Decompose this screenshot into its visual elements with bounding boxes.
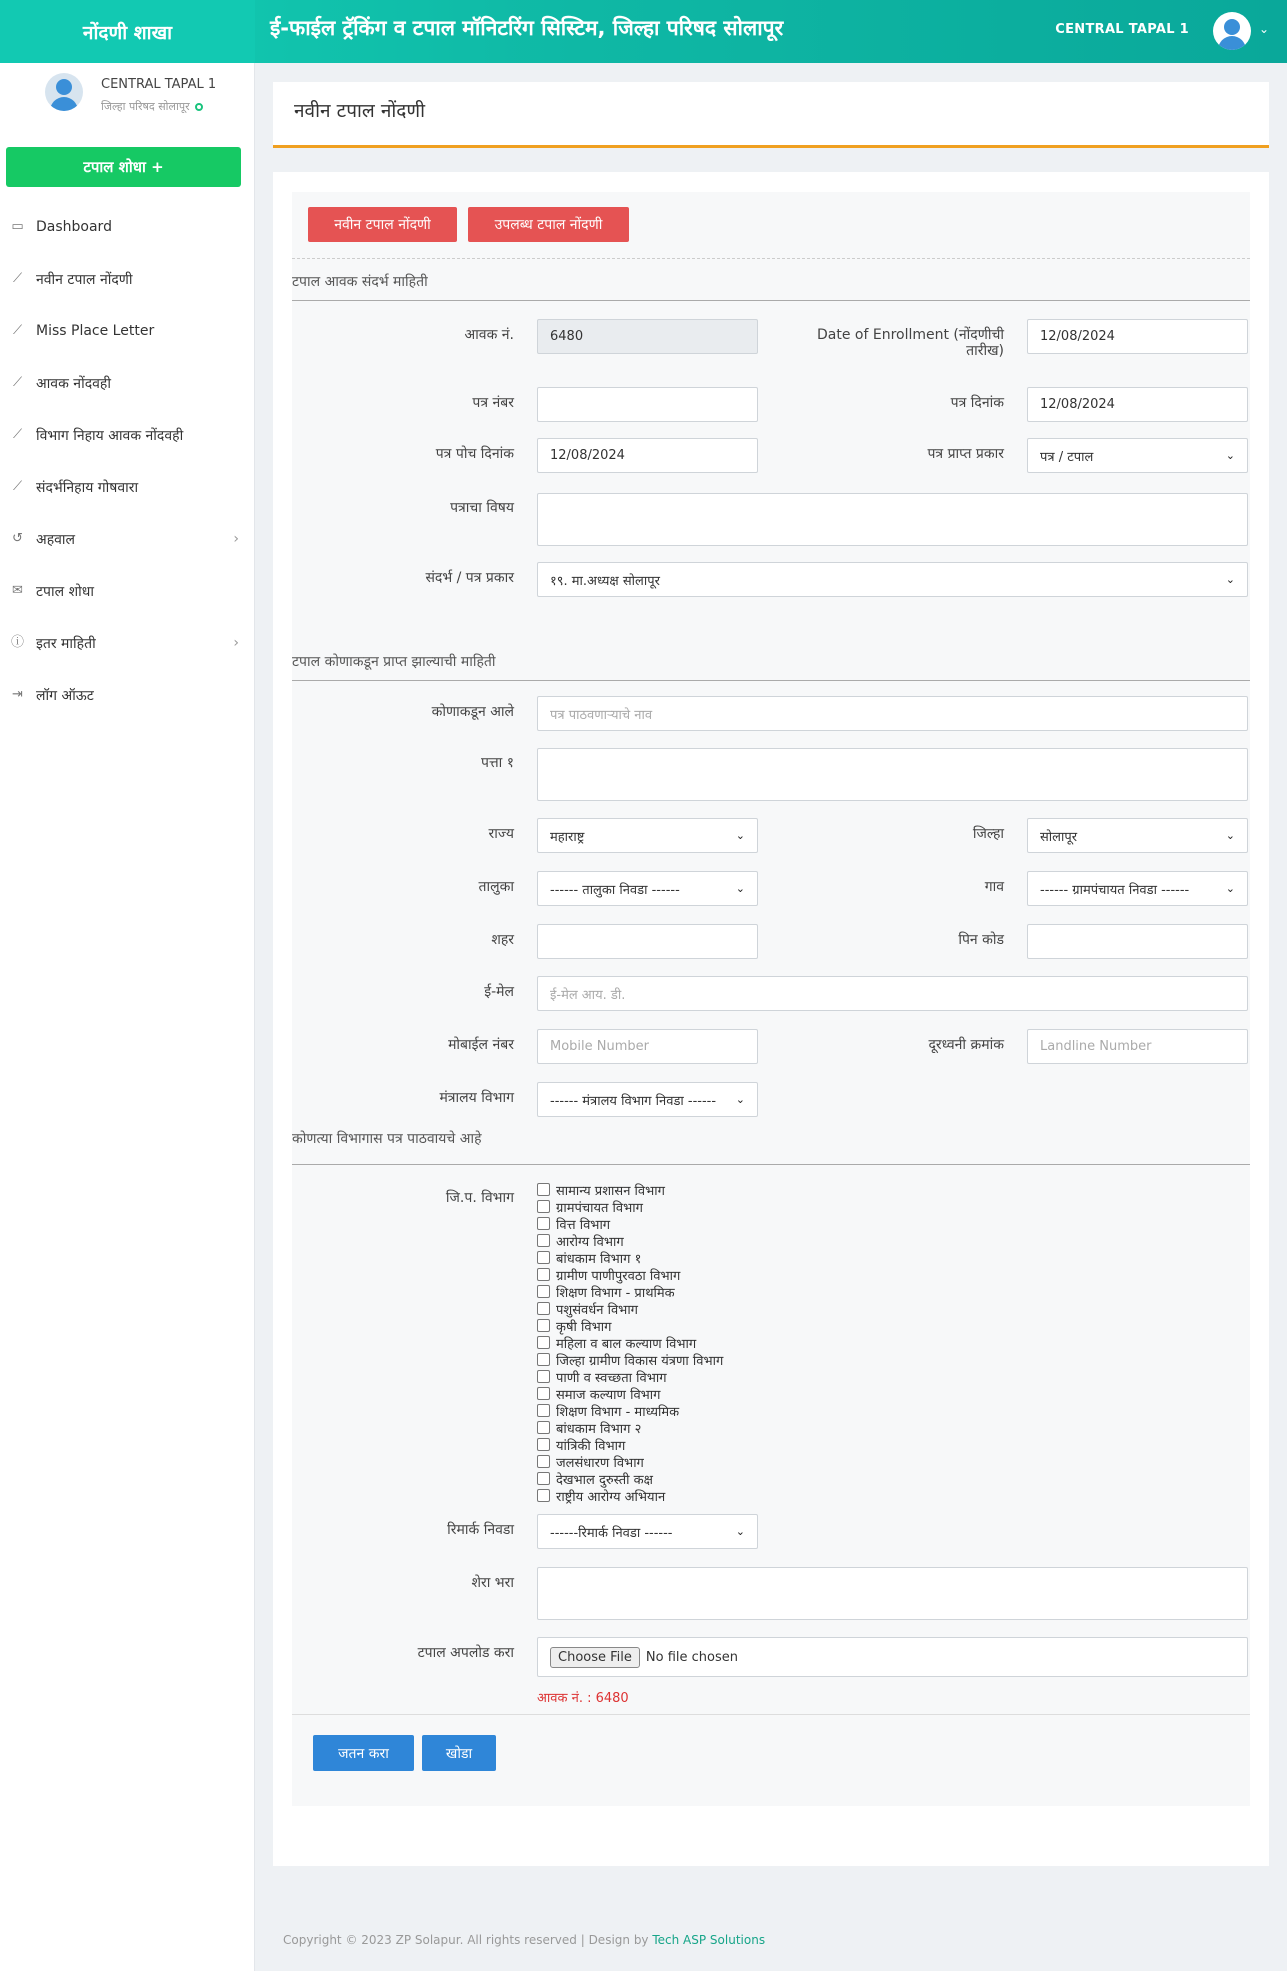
checkbox-label: पशुसंवर्धन विभाग xyxy=(556,1302,639,1318)
landline-input[interactable]: Landline Number xyxy=(1027,1029,1248,1064)
department-checkbox[interactable] xyxy=(537,1283,937,1300)
department-checkbox[interactable] xyxy=(537,1232,937,1249)
enrollment-date-field[interactable]: 12/08/2024 xyxy=(1027,319,1248,354)
checkbox-label: समाज कल्याण विभाग xyxy=(556,1387,661,1403)
awak-no-label: आवक नं. xyxy=(464,327,514,343)
info-icon: ⓘ xyxy=(10,635,24,650)
sidebar-item-reference-summary[interactable] xyxy=(0,461,255,513)
chevron-down-icon: ⌄ xyxy=(1225,829,1235,842)
chevron-right-icon: › xyxy=(233,635,239,651)
chart-line-icon: ⟋ xyxy=(12,323,23,338)
header-username[interactable]: CENTRAL TAPAL 1 xyxy=(1055,22,1189,37)
checkbox-icon[interactable] xyxy=(537,1302,550,1315)
file-status: No file chosen xyxy=(645,1649,738,1665)
checkbox-label: देखभाल दुरुस्ती कक्ष xyxy=(556,1472,653,1488)
divider xyxy=(292,258,1250,259)
checkbox-icon[interactable] xyxy=(537,1251,550,1264)
pin-label: पिन कोड xyxy=(958,932,1004,948)
taluka-select[interactable] xyxy=(537,871,758,906)
department-checkbox[interactable] xyxy=(537,1470,937,1487)
sidebar-item-label: विभाग निहाय आवक नोंदवही xyxy=(36,427,184,444)
chevron-down-icon: ⌄ xyxy=(1225,449,1235,462)
checkbox-label: शिक्षण विभाग - माध्यमिक xyxy=(556,1404,680,1420)
sidebar-item-logout[interactable] xyxy=(0,669,255,721)
checkbox-label: वित्त विभाग xyxy=(556,1217,611,1233)
poch-date-label: पत्र पोच दिनांक xyxy=(435,446,514,462)
section-title-departments: कोणत्या विभागास पत्र पाठवायचे आहे xyxy=(292,1131,482,1147)
select-value: ------ मंत्रालय विभाग निवडा ------ xyxy=(550,1093,717,1109)
section-title-reference: टपाल आवक संदर्भ माहिती xyxy=(292,274,428,290)
department-checkbox[interactable] xyxy=(537,1249,937,1266)
footer-text: Copyright © 2023 ZP Solapur. All rights reserved | Design by xyxy=(283,1933,653,1947)
chevron-down-icon: ⌄ xyxy=(735,882,745,895)
sidebar-item-miss-place-letter[interactable] xyxy=(0,305,255,357)
tab-available-tapal-button[interactable]: उपलब्ध टपाल नोंदणी xyxy=(468,207,629,242)
checkbox-icon[interactable] xyxy=(537,1472,550,1485)
state-select[interactable] xyxy=(537,818,758,853)
sandarbh-label: संदर्भ / पत्र प्रकार xyxy=(425,570,514,586)
checkbox-label: कृषी विभाग xyxy=(556,1319,612,1335)
vishay-textarea[interactable] xyxy=(537,493,1248,546)
chevron-down-icon: ⌄ xyxy=(735,829,745,842)
checkbox-icon[interactable] xyxy=(537,1319,550,1332)
district-label: जिल्हा xyxy=(972,826,1004,842)
logout-icon: ⇥ xyxy=(12,687,23,702)
save-button[interactable]: जतन करा xyxy=(313,1735,414,1771)
checkbox-label: जिल्हा ग्रामीण विकास यंत्रणा विभाग xyxy=(556,1353,724,1369)
awak-no-note: आवक नं. : 6480 xyxy=(537,1691,629,1706)
remark-select[interactable] xyxy=(537,1514,758,1549)
sidebar-item-label: संदर्भनिहाय गोषवारा xyxy=(36,479,139,496)
mantralay-select[interactable] xyxy=(537,1082,758,1117)
state-label: राज्य xyxy=(488,826,514,842)
chevron-down-icon: ⌄ xyxy=(735,1525,745,1538)
checkbox-label: आरोग्य विभाग xyxy=(556,1234,624,1250)
vishay-label: पत्राचा विषय xyxy=(450,500,514,516)
section-divider xyxy=(292,680,1250,681)
landline-label: दूरध्वनी क्रमांक xyxy=(928,1037,1004,1053)
sidebar-item-label: इतर माहिती xyxy=(36,635,96,652)
mobile-input[interactable]: Mobile Number xyxy=(537,1029,758,1064)
sidebar-item-label: नवीन टपाल नोंदणी xyxy=(36,271,133,288)
checkbox-icon[interactable] xyxy=(537,1200,550,1213)
checkbox-icon[interactable] xyxy=(537,1387,550,1400)
monitor-icon: ▭ xyxy=(11,219,24,234)
user-avatar-icon[interactable] xyxy=(1213,12,1251,50)
department-checkbox[interactable] xyxy=(537,1181,937,1198)
city-input[interactable] xyxy=(537,924,758,959)
remark-label: रिमार्क निवडा xyxy=(447,1522,514,1538)
checkbox-label: यांत्रिकी विभाग xyxy=(556,1438,626,1454)
email-label: ई-मेल xyxy=(484,984,514,1000)
chart-line-icon: ⟋ xyxy=(12,479,23,494)
footer xyxy=(283,1933,765,1947)
sidebar xyxy=(0,63,255,1971)
patra-date-field[interactable]: 12/08/2024 xyxy=(1027,387,1248,422)
taluka-label: तालुका xyxy=(478,879,514,895)
department-checkbox[interactable] xyxy=(537,1266,937,1283)
awak-no-field[interactable]: 6480 xyxy=(537,319,758,354)
mantralay-label: मंत्रालय विभाग xyxy=(439,1090,514,1106)
email-input[interactable]: ई-मेल आय. डी. xyxy=(537,976,1248,1011)
from-input[interactable]: पत्र पाठवणाऱ्याचे नाव xyxy=(537,696,1248,731)
village-label: गाव xyxy=(984,879,1004,895)
sidebar-search-tapal-button[interactable]: टपाल शोधा + xyxy=(6,147,241,187)
sidebar-item-label: Miss Place Letter xyxy=(36,323,155,339)
checkbox-label: ग्रामीण पाणीपुरवठा विभाग xyxy=(556,1268,681,1284)
form-card xyxy=(273,172,1269,1866)
chart-line-icon: ⟋ xyxy=(12,427,23,442)
zp-department-label: जि.प. विभाग xyxy=(445,1190,514,1206)
sidebar-item-label: आवक नोंदवही xyxy=(36,375,111,392)
section-title-sender: टपाल कोणाकडून प्राप्त झाल्याची माहिती xyxy=(292,654,496,670)
sidebar-user-office: जिल्हा परिषद सोलापूर xyxy=(101,99,203,114)
sidebar-nav xyxy=(0,201,255,721)
checkbox-icon[interactable] xyxy=(537,1268,550,1281)
department-checkbox[interactable] xyxy=(537,1487,937,1504)
sidebar-item-search-tapal[interactable] xyxy=(0,565,255,617)
department-checkbox[interactable] xyxy=(537,1198,937,1215)
sidebar-item-department-register[interactable] xyxy=(0,409,255,461)
sidebar-item-other-info[interactable] xyxy=(0,617,255,669)
divider xyxy=(292,1714,1250,1715)
chevron-right-icon: › xyxy=(233,531,239,547)
checkbox-label: शिक्षण विभाग - प्राथमिक xyxy=(556,1285,675,1301)
select-value: सोलापूर xyxy=(1040,829,1078,845)
checkbox-label: राष्ट्रीय आरोग्य अभियान xyxy=(556,1489,666,1505)
page-title: नवीन टपाल नोंदणी xyxy=(294,100,426,122)
select-value: ------ तालुका निवडा ------ xyxy=(550,882,680,898)
chart-line-icon: ⟋ xyxy=(12,375,23,390)
sidebar-user-panel xyxy=(0,63,255,143)
checkbox-icon[interactable] xyxy=(537,1438,550,1451)
department-checklist xyxy=(537,1181,937,1504)
checkbox-icon[interactable] xyxy=(537,1234,550,1247)
sidebar-avatar-icon xyxy=(45,73,83,111)
online-status-icon xyxy=(195,103,203,111)
checkbox-label: जलसंधारण विभाग xyxy=(556,1455,644,1471)
user-menu-chevron-icon[interactable]: ⌄ xyxy=(1258,22,1269,36)
department-checkbox[interactable] xyxy=(537,1368,937,1385)
select-value: ------ ग्रामपंचायत निवडा ------ xyxy=(1040,882,1190,898)
department-checkbox[interactable] xyxy=(537,1300,937,1317)
sidebar-item-label: टपाल शोधा xyxy=(36,583,94,600)
chart-line-icon: ⟋ xyxy=(12,271,23,286)
checkbox-icon[interactable] xyxy=(537,1489,550,1502)
form-panel xyxy=(292,192,1250,1806)
mobile-label: मोबाईल नंबर xyxy=(448,1037,514,1053)
chevron-down-icon: ⌄ xyxy=(1225,573,1235,586)
history-icon: ↺ xyxy=(12,531,23,546)
checkbox-icon[interactable] xyxy=(537,1353,550,1366)
sidebar-item-label: Dashboard xyxy=(36,219,112,235)
department-checkbox[interactable] xyxy=(537,1453,937,1470)
checkbox-label: बांधकाम विभाग २ xyxy=(556,1421,642,1437)
choose-file-button[interactable]: Choose File xyxy=(550,1647,640,1668)
envelope-icon: ✉ xyxy=(12,583,23,598)
checkbox-icon[interactable] xyxy=(537,1183,550,1196)
search-button[interactable]: खोडा xyxy=(422,1735,496,1771)
address-label: पत्ता १ xyxy=(481,755,514,771)
section-divider xyxy=(292,300,1250,301)
district-select[interactable] xyxy=(1027,818,1248,853)
section-divider xyxy=(292,1164,1250,1165)
sidebar-item-dashboard[interactable] xyxy=(0,201,255,253)
sidebar-item-label: अहवाल xyxy=(36,531,76,548)
page-header xyxy=(273,82,1269,148)
checkbox-label: महिला व बाल कल्याण विभाग xyxy=(556,1336,697,1352)
department-checkbox[interactable] xyxy=(537,1334,937,1351)
department-checkbox[interactable] xyxy=(537,1351,937,1368)
checkbox-icon[interactable] xyxy=(537,1336,550,1349)
village-select[interactable] xyxy=(1027,871,1248,906)
address-textarea[interactable] xyxy=(537,748,1248,801)
sidebar-item-new-tapal[interactable] xyxy=(0,253,255,305)
prapt-prakar-label: पत्र प्राप्त प्रकार xyxy=(927,446,1004,462)
select-value: पत्र / टपाल xyxy=(1040,449,1094,465)
checkbox-icon[interactable] xyxy=(537,1285,550,1298)
sidebar-item-label: लॉग ऑऊट xyxy=(36,687,94,704)
from-label: कोणाकडून आले xyxy=(431,704,514,720)
checkbox-label: बांधकाम विभाग १ xyxy=(556,1251,642,1267)
pin-input[interactable] xyxy=(1027,924,1248,959)
patra-date-label: पत्र दिनांक xyxy=(950,395,1004,411)
department-checkbox[interactable] xyxy=(537,1402,937,1419)
department-checkbox[interactable] xyxy=(537,1317,937,1334)
checkbox-icon[interactable] xyxy=(537,1404,550,1417)
select-value: ------रिमार्क निवडा ------ xyxy=(550,1525,673,1541)
department-checkbox[interactable] xyxy=(537,1419,937,1436)
shera-textarea[interactable] xyxy=(537,1567,1248,1620)
select-value: महाराष्ट्र xyxy=(550,829,585,845)
department-checkbox[interactable] xyxy=(537,1436,937,1453)
tab-new-tapal-button[interactable]: नवीन टपाल नोंदणी xyxy=(308,207,457,242)
upload-label: टपाल अपलोड करा xyxy=(417,1645,514,1661)
checkbox-icon[interactable] xyxy=(537,1217,550,1230)
checkbox-label: पाणी व स्वच्छता विभाग xyxy=(556,1370,667,1386)
app-title: ई-फाईल ट्रॅकिंग व टपाल मॉनिटरिंग सिस्टिम, जिल्हा परिषद सोलापूर xyxy=(270,16,784,40)
chevron-down-icon: ⌄ xyxy=(1225,882,1235,895)
brand-title[interactable]: नोंदणी शाखा xyxy=(0,0,255,63)
sidebar-username: CENTRAL TAPAL 1 xyxy=(101,77,217,92)
chevron-down-icon: ⌄ xyxy=(735,1093,745,1106)
checkbox-icon[interactable] xyxy=(537,1421,550,1434)
upload-field[interactable] xyxy=(537,1637,1248,1677)
department-checkbox[interactable] xyxy=(537,1385,937,1402)
city-label: शहर xyxy=(491,932,514,948)
poch-date-field[interactable]: 12/08/2024 xyxy=(537,438,758,473)
checkbox-label: ग्रामपंचायत विभाग xyxy=(556,1200,643,1216)
footer-link[interactable]: Tech ASP Solutions xyxy=(652,1933,766,1947)
department-checkbox[interactable] xyxy=(537,1215,937,1232)
select-value: १९. मा.अध्यक्ष सोलापूर xyxy=(550,573,660,589)
patra-no-field[interactable] xyxy=(537,387,758,422)
top-header xyxy=(0,0,1287,63)
checkbox-icon[interactable] xyxy=(537,1455,550,1468)
shera-label: शेरा भरा xyxy=(471,1575,514,1591)
sidebar-item-reports[interactable] xyxy=(0,513,255,565)
sidebar-item-awak-register[interactable] xyxy=(0,357,255,409)
checkbox-icon[interactable] xyxy=(537,1370,550,1383)
enrollment-date-label: Date of Enrollment (नोंदणीची तारीख) xyxy=(817,327,1004,359)
checkbox-label: सामान्य प्रशासन विभाग xyxy=(556,1183,665,1199)
prapt-prakar-select[interactable] xyxy=(1027,438,1248,473)
sandarbh-select[interactable] xyxy=(537,562,1248,597)
patra-no-label: पत्र नंबर xyxy=(472,395,514,411)
